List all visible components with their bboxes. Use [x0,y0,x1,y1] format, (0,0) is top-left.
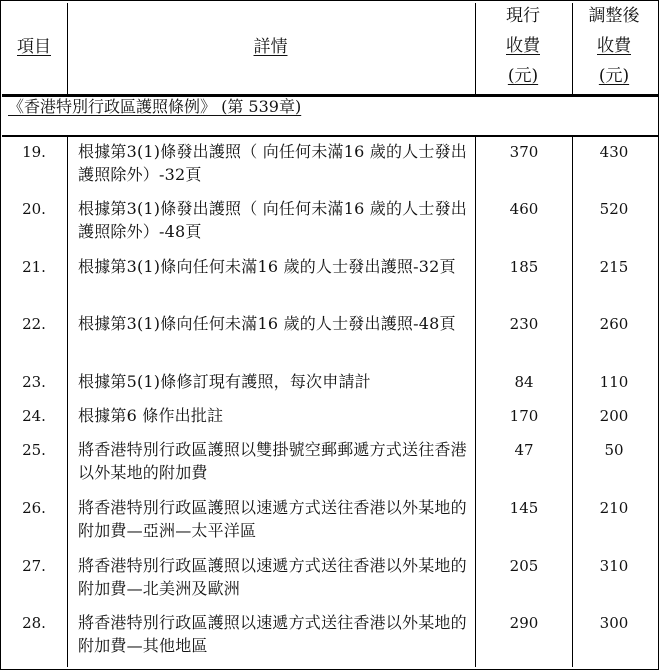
row-current-fee: 145 [509,499,539,517]
row-adjusted-fee: 210 [599,499,629,517]
header-details [67,32,474,62]
row-current-fee: 205 [509,557,539,575]
row-item-number: 22. [22,315,46,333]
row-current-fee: 185 [509,258,539,276]
header-current-fee-line2: 收費 [506,36,540,56]
row-adjusted-fee: 260 [599,315,629,333]
row-detail: 根據第3(1)條發出護照（ 向任何未滿16 歲的人士發出護照除外）-48頁 [78,199,467,241]
header-adjusted-fee-line1: 調整後 [588,6,640,26]
row-adjusted-fee: 310 [599,557,629,575]
row-detail: 根據第6 條作出批註 [78,406,224,425]
header-current-fee [475,1,571,91]
row-item-number: 19. [22,143,46,161]
row-adjusted-fee: 430 [599,143,629,161]
section-rule [2,135,658,137]
row-item-number: 28. [22,614,46,632]
row-item-number: 27. [22,557,46,575]
section-title [8,96,301,118]
header-details-label: 詳情 [253,37,288,57]
row-item-number: 21. [22,258,46,276]
row-adjusted-fee: 50 [604,441,624,459]
row-current-fee: 170 [509,407,539,425]
row-current-fee: 370 [509,143,539,161]
header-adjusted-fee [572,1,656,91]
column-divider [67,137,68,667]
row-current-fee: 47 [514,441,534,459]
row-current-fee: 230 [509,315,539,333]
row-adjusted-fee: 110 [599,373,629,391]
row-detail: 根據第3(1)條向任何未滿16 歲的人士發出護照-48頁 [78,314,456,333]
row-detail: 將香港特別行政區護照以速遞方式送往香港以外某地的附加費—北美洲及歐洲 [78,556,467,598]
header-current-fee-line1: 現行 [506,6,540,26]
row-item-number: 20. [22,200,46,218]
row-item-number: 25. [22,441,46,459]
header-current-fee-line3: (元) [507,66,539,86]
header-adjusted-fee-line2: 收費 [597,36,631,56]
row-adjusted-fee: 200 [599,407,629,425]
header-item-label: 項目 [17,37,51,57]
row-adjusted-fee: 300 [599,614,629,632]
row-item-number: 23. [22,373,46,391]
row-detail: 根據第3(1)條發出護照（ 向任何未滿16 歲的人士發出護照除外）-32頁 [78,142,467,184]
row-adjusted-fee: 520 [599,200,629,218]
row-current-fee: 84 [514,373,534,391]
header-item [2,32,66,62]
row-detail: 根據第3(1)條向任何未滿16 歲的人士發出護照-32頁 [78,257,456,276]
row-detail: 根據第5(1)條修訂現有護照，每次申請計 [78,372,371,391]
row-adjusted-fee: 215 [599,258,629,276]
header-adjusted-fee-line3: (元) [598,66,630,86]
row-current-fee: 290 [509,614,539,632]
row-detail: 將香港特別行政區護照以速遞方式送往香港以外某地的附加費—亞洲—太平洋區 [78,498,467,540]
row-current-fee: 460 [509,200,539,218]
section-title-text: 《香港特別行政區護照條例》 (第 539章) [8,97,302,116]
row-item-number: 24. [22,407,46,425]
row-detail: 將香港特別行政區護照以速遞方式送往香港以外某地的附加費—其他地區 [78,613,467,655]
row-item-number: 26. [22,499,46,517]
row-detail: 將香港特別行政區護照以雙掛號空郵郵遞方式送往香港以外某地的附加費 [78,440,467,482]
